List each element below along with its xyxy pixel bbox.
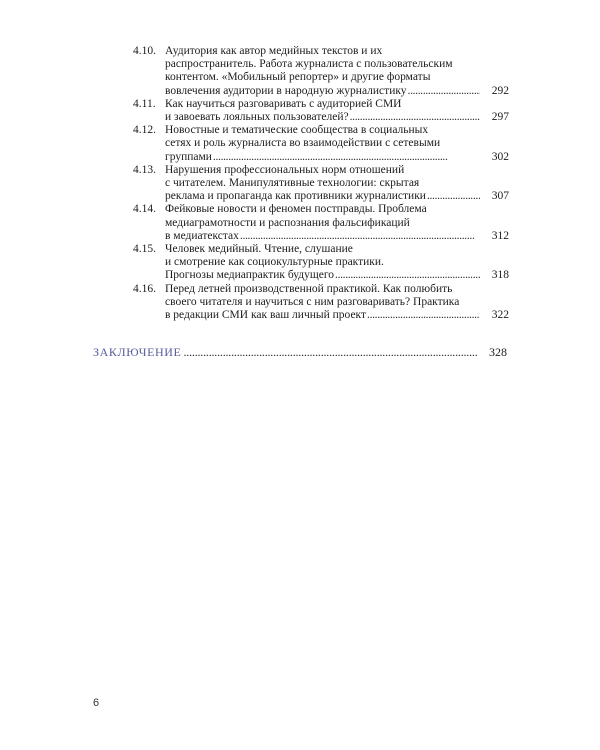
toc-entry-line: Перед летней производственной практикой. Как полюбить	[165, 282, 453, 295]
dot-leader	[367, 309, 480, 322]
toc-entry-line: медиаграмотности и распознания фальсификаций	[165, 216, 410, 229]
toc-page-number: 322	[491, 308, 509, 321]
toc-conclusion-entry	[93, 345, 507, 359]
toc-entry-line: с читателем. Манипулятивные технологии: скрытая	[165, 176, 420, 189]
toc-entry-line: реклама и пропаганда как противники журналистики	[165, 190, 426, 203]
toc-entry-line: Как научиться разговаривать с аудиторией СМИ	[165, 97, 402, 110]
toc-page-number: 307	[491, 190, 509, 203]
toc-entry-number: 4.12.	[133, 124, 156, 137]
toc-entry-line: распространитель. Работа журналиста с пользовательским	[165, 58, 453, 71]
dot-leader	[408, 85, 480, 98]
toc-page-number: 328	[489, 345, 507, 359]
toc-page-number: 318	[491, 269, 509, 282]
toc-entry-line: Нарушения профессиональных норм отношений	[165, 163, 405, 176]
toc-entry	[133, 124, 509, 164]
toc-entry	[133, 45, 509, 98]
toc-entry-line: в медиатекстах	[165, 229, 239, 242]
toc-entry-line: своего читателя и научиться с ним разговаривать? Практика	[165, 295, 460, 308]
toc-entry-line: Прогнозы медиапрактик будущего	[165, 269, 335, 282]
toc-entry-line: Новостные и тематические сообщества в социальных	[165, 124, 429, 137]
toc-entry-line: в редакции СМИ как ваш личный проект	[165, 308, 367, 321]
toc-entry-line: сетях и роль журналиста во взаимодействии с сетевыми	[165, 137, 441, 150]
toc-entry-number: 4.10.	[133, 45, 156, 57]
dot-leader	[184, 345, 478, 359]
toc-entry	[133, 242, 509, 283]
toc-entry-number: 4.16.	[133, 282, 156, 295]
toc-entry-line: вовлечения аудитории в народную журналистику	[165, 84, 407, 97]
toc-entry-line: Фейковые новости и феномен постправды. Проблема	[165, 203, 427, 216]
page-folio: 6	[93, 697, 100, 709]
toc-page-number: 292	[491, 84, 509, 97]
toc-entry-number: 4.15.	[133, 242, 156, 255]
toc-entry-line: и смотрение как социокультурные практики.	[165, 256, 384, 269]
toc-entry-line: Человек медийный. Чтение, слушание	[165, 242, 353, 255]
dot-leader	[427, 190, 480, 203]
toc-entry-number: 4.14.	[133, 203, 156, 216]
toc-entry	[133, 97, 509, 124]
toc-entry-line: Аудитория как автор медийных текстов и их	[165, 45, 383, 57]
toc-page-number: 312	[491, 229, 509, 242]
toc-page-number: 302	[491, 150, 509, 163]
toc-entry-line: и завоевать лояльных пользователей?	[165, 111, 349, 123]
dot-leader	[335, 269, 480, 282]
toc-page-number: 297	[491, 110, 509, 123]
conclusion-title: ЗАКЛЮЧЕНИЕ	[93, 345, 182, 359]
toc-entry	[133, 163, 509, 204]
dot-leader	[213, 151, 480, 164]
toc-entry	[133, 203, 509, 243]
toc-entry	[133, 282, 509, 323]
table-of-contents	[133, 45, 509, 322]
dot-leader	[240, 230, 480, 243]
dot-leader	[350, 111, 480, 124]
toc-entry-line: группами	[165, 150, 212, 163]
toc-entry-number: 4.13.	[133, 163, 156, 176]
toc-entry-line: контентом. «Мобильный репортер» и другие форматы	[165, 71, 431, 84]
toc-entry-number: 4.11.	[133, 97, 156, 110]
